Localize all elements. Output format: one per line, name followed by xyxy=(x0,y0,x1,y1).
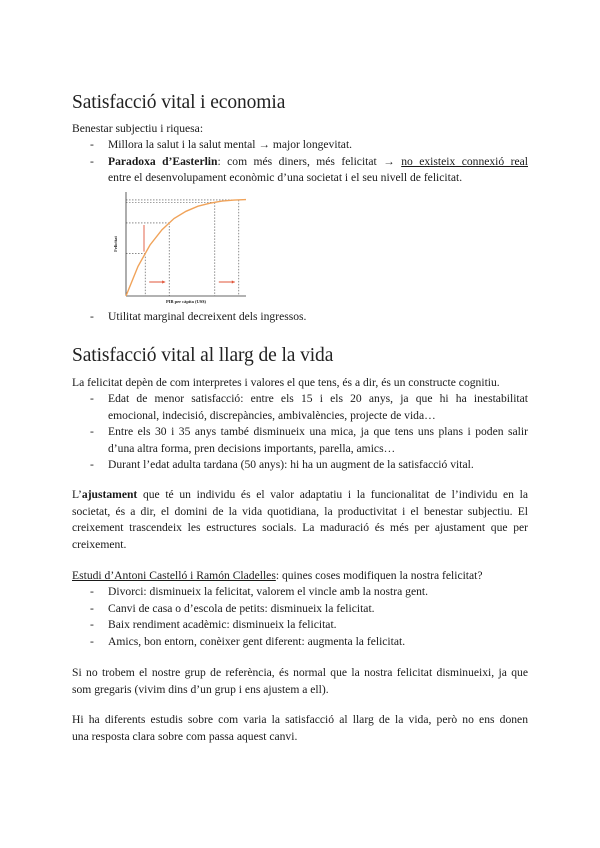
list-item: - Entre els 30 i 35 anys també disminueix una mica, ja que tens uns plans i poden salir d’una altra forma, pren decisions importants, parella, amics… xyxy=(72,424,528,457)
x-axis-label: PIB per càpita (US$) xyxy=(165,299,207,304)
study-authors: Estudi d’Antoni Castelló i Ramón Cladelles xyxy=(72,569,276,582)
adjustment-term: ajustament xyxy=(81,488,138,501)
list-item: - Amics, bon entorn, conèixer gent diferent: augmenta la felicitat. xyxy=(72,634,528,651)
chart-background xyxy=(110,186,250,306)
wealth-intro: Benestar subjectiu i riquesa: xyxy=(72,122,204,135)
wealth-list xyxy=(72,137,528,187)
study-heading: Estudi d’Antoni Castelló i Ramón Cladelles: quines coses modifiquen la nostra felicitat? xyxy=(72,569,483,582)
easterlin-chart-svg xyxy=(110,186,250,306)
lifespan-intro: La felicitat depèn de com interpretes i valores el que tens, és a dir, és un constructe cognitiu. xyxy=(72,376,500,389)
adjustment-paragraph: L’ajustament que té un individu és el valor adaptatiu i la funcionalitat de l’individu en la societat, és a dir, el domini de la vida quotidiana, la productivitat i el benestar subjectiu. El creixement trascendeix les estructures socials. La maduració és més per ajustament que per creixement. xyxy=(72,488,528,551)
list-item: - Divorci: disminueix la felicitat, valorem el vincle amb la nostra gent. xyxy=(72,584,528,601)
easterlin-term: Paradoxa d’Easterlin xyxy=(108,154,218,168)
list-item: - Paradoxa d’Easterlin: com més diners, més felicitat → no existeix connexió real entre el desenvolupament econòmic d’una societat i el seu nivell de felicitat. xyxy=(72,154,528,187)
study-list xyxy=(72,584,528,650)
y-axis-label: Felicitat xyxy=(113,236,118,252)
reference-group-paragraph: Si no trobem el nostre grup de referència, és normal que la nostra felicitat disminueixi, ja que som gregaris (vivim dins d’un grup i ens ajustem a ell). xyxy=(72,666,528,696)
list-item: - Edat de menor satisfacció: entre els 15 i els 20 anys, ja que hi ha inestabilitat emocional, indecisió, discrepàncies, ambivalències, projecte de vida… xyxy=(72,391,528,424)
studies-paragraph: Hi ha diferents estudis sobre com varia la satisfacció al llarg de la vida, però no ens donen una resposta clara sobre com passa aquest canvi. xyxy=(72,713,528,743)
list-item: - Baix rendiment acadèmic: disminueix la felicitat. xyxy=(72,617,528,634)
lifespan-list xyxy=(72,391,528,474)
section-title-lifespan: Satisfacció vital al llarg de la vida xyxy=(72,345,334,366)
list-item: - Durant l’edat adulta tardana (50 anys): hi ha un augment de la satisfacció vital. xyxy=(72,457,528,474)
no-connection-phrase: no existeix connexió real xyxy=(401,154,528,168)
list-item: - Utilitat marginal decreixent dels ingressos. xyxy=(72,309,528,326)
list-item: - Millora la salut i la salut mental → major longevitat. xyxy=(72,137,528,154)
easterlin-chart xyxy=(110,186,250,306)
wealth-list-cont xyxy=(72,309,528,326)
list-item: - Canvi de casa o d’escola de petits: disminueix la felicitat. xyxy=(72,601,528,618)
section-title-economy: Satisfacció vital i economia xyxy=(72,92,286,113)
